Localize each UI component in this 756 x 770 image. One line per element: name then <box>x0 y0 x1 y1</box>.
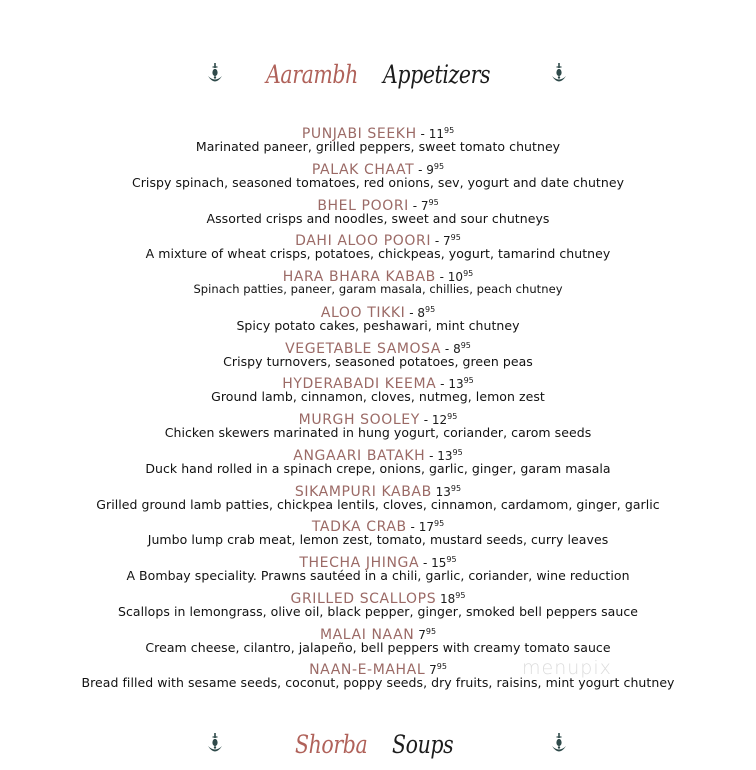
item-separator: - <box>441 341 454 356</box>
item-price-cents: 95 <box>450 233 461 243</box>
menu-item <box>0 408 756 444</box>
item-description: Duck hand rolled in a spinach crepe, onions, garlic, ginger, garam masala <box>145 460 611 476</box>
menu-item <box>0 658 756 694</box>
item-price-cents: 95 <box>446 555 457 564</box>
item-price: 12 <box>431 413 448 427</box>
item-description: Spicy potato cakes, peshawari, mint chutney <box>236 317 520 333</box>
watermark: menupix <box>522 657 612 679</box>
menu-item <box>0 158 756 194</box>
item-price: 18 <box>440 591 456 606</box>
menu-item <box>0 301 756 337</box>
item-price: 10 <box>447 270 464 284</box>
item-price: 9 <box>426 162 434 177</box>
item-title <box>0 587 756 607</box>
lamp-ornament-icon <box>550 732 568 758</box>
item-description: Scallops in lemongrass, olive oil, black pepper, ginger, smoked bell peppers sauce <box>118 603 638 619</box>
item-description: Chicken skewers marinated in hung yogurt, coriander, carom seeds <box>164 425 592 440</box>
item-description: Ground lamb, cinnamon, cloves, nutmeg, lemon zest <box>211 389 545 405</box>
item-description: Jumbo lump crab meat, lemon zest, tomato, mustard seeds, curry leaves <box>147 532 609 548</box>
item-title <box>0 301 756 321</box>
menu-item <box>0 265 756 301</box>
item-title <box>0 444 756 464</box>
item-title <box>0 372 756 393</box>
section-title-english: Appetizers <box>383 60 491 89</box>
item-price-cents: 95 <box>447 412 458 421</box>
item-price: 7 <box>420 198 429 213</box>
item-price: 8 <box>453 341 461 356</box>
menu-item <box>0 444 756 480</box>
item-price: 7 <box>418 627 426 642</box>
menu-item <box>0 480 756 516</box>
item-name: MALAI NAAN <box>319 626 415 643</box>
item-price-cents: 95 <box>433 519 445 529</box>
item-price: 8 <box>417 305 425 320</box>
lamp-ornament-icon <box>550 62 568 88</box>
item-name: GRILLED SCALLOPS <box>290 590 437 607</box>
section-title-native: Aarambh <box>266 60 358 89</box>
item-price: 7 <box>429 663 437 678</box>
item-description: Grilled ground lamb patties, chickpea lentils, cloves, cinnamon, cardamom, ginger, garlic <box>96 496 660 512</box>
item-separator: - <box>435 270 448 284</box>
item-description: Cream cheese, cilantro, jalapeño, bell peppers with creamy tomato sauce <box>145 639 611 655</box>
item-price: 13 <box>437 448 453 463</box>
menu-item <box>0 515 756 551</box>
item-title <box>0 515 756 536</box>
menu-item <box>0 587 756 623</box>
item-description: Crispy turnovers, seasoned potatoes, green peas <box>223 353 533 369</box>
item-price: 7 <box>443 234 451 249</box>
item-separator: - <box>408 198 421 213</box>
item-separator: - <box>416 127 429 141</box>
item-price-cents: 95 <box>443 126 455 135</box>
item-separator: - <box>419 556 432 570</box>
appetizers-menu-list <box>0 122 756 694</box>
item-name: PALAK CHAAT <box>311 161 415 178</box>
item-name: NAAN-E-MAHAL <box>309 662 426 679</box>
item-name: HYDERABADI KEEMA <box>282 376 437 393</box>
item-title <box>0 658 756 679</box>
item-title <box>0 158 756 178</box>
item-name: THECHA JHINGA <box>299 555 420 571</box>
item-separator: - <box>431 234 444 249</box>
item-description: Assorted crisps and noodles, sweet and sour chutneys <box>206 210 550 226</box>
item-title <box>0 337 756 357</box>
section-header-appetizers <box>0 58 756 98</box>
item-price-cents: 95 <box>424 304 436 314</box>
item-name: MURGH SOOLEY <box>298 412 420 428</box>
item-name: TADKA CRAB <box>311 519 407 536</box>
item-price: 11 <box>428 127 444 141</box>
item-price-cents: 95 <box>463 376 474 386</box>
item-title <box>0 265 756 285</box>
item-name: PUNJABI SEEKH <box>301 126 417 142</box>
menu-item <box>0 337 756 373</box>
item-description: A Bombay speciality. Prawns sautéed in a chili, garlic, coriander, wine reduction <box>126 568 630 583</box>
item-separator: - <box>405 305 418 320</box>
item-description: Spinach patties, paneer, garam masala, chillies, peach chutney <box>193 282 563 296</box>
item-separator: - <box>425 448 438 463</box>
menu-item <box>0 551 756 587</box>
item-title <box>0 229 756 250</box>
item-price-cents: 95 <box>428 197 439 207</box>
item-title <box>0 408 756 428</box>
item-title <box>0 623 756 643</box>
item-name: ALOO TIKKI <box>320 304 406 321</box>
section-header-soups <box>0 730 756 770</box>
item-name: VEGETABLE SAMOSA <box>285 340 442 357</box>
item-price: 17 <box>418 520 434 535</box>
item-title <box>0 194 756 214</box>
menu-item <box>0 229 756 265</box>
item-price-cents: 95 <box>425 626 437 636</box>
item-title <box>0 551 756 571</box>
item-price-cents: 95 <box>452 447 463 457</box>
item-name: SIKAMPURI KABAB <box>294 483 432 500</box>
item-name: BHEL POORI <box>317 197 409 214</box>
section-title-english: Soups <box>392 730 454 759</box>
item-description: Bread filled with sesame seeds, coconut, poppy seeds, dry fruits, raisins, mint yogurt chutney <box>81 675 675 691</box>
item-name: ANGAARI BATAKH <box>293 447 426 464</box>
item-description: Marinated paneer, grilled peppers, sweet tomato chutney <box>195 139 561 154</box>
item-price-cents: 95 <box>450 483 462 493</box>
section-title-native: Shorba <box>295 730 368 759</box>
item-price-cents: 95 <box>463 269 474 278</box>
item-price: 15 <box>431 556 447 570</box>
item-description: A mixture of wheat crisps, potatoes, chickpeas, yogurt, tamarind chutney <box>145 246 611 262</box>
item-description: Crispy spinach, seasoned tomatoes, red onions, sev, yogurt and date chutney <box>131 174 625 190</box>
menu-item <box>0 122 756 158</box>
item-price: 13 <box>435 484 451 499</box>
item-separator: - <box>414 162 427 177</box>
item-name: HARA BHARA KABAB <box>282 269 436 285</box>
menu-item <box>0 194 756 230</box>
item-price: 13 <box>448 377 464 392</box>
item-separator: - <box>406 520 419 535</box>
item-price-cents: 95 <box>433 161 445 171</box>
item-separator: - <box>436 377 449 392</box>
item-price-cents: 95 <box>460 340 471 350</box>
lamp-ornament-icon <box>206 62 224 88</box>
item-title <box>0 480 756 500</box>
menu-item <box>0 372 756 408</box>
lamp-ornament-icon <box>206 732 224 758</box>
item-name: DAHI ALOO POORI <box>295 233 432 250</box>
item-separator: - <box>419 413 432 427</box>
item-title <box>0 122 756 142</box>
item-price-cents: 95 <box>436 662 447 672</box>
item-price-cents: 95 <box>455 590 466 600</box>
menu-item <box>0 623 756 659</box>
